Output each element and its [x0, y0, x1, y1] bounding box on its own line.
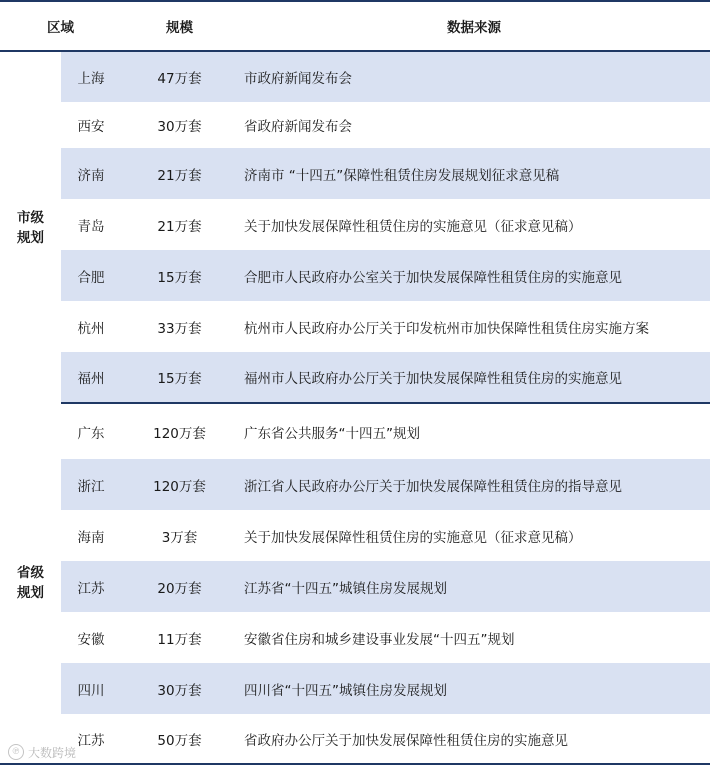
- city-cell: 西安: [61, 102, 121, 148]
- watermark-logo-icon: ℗: [8, 744, 24, 760]
- source-cell: 省政府办公厅关于加快发展保障性租赁住房的实施意见: [238, 714, 710, 764]
- table-row: [0, 352, 710, 403]
- scale-cell: 30万套: [121, 102, 238, 148]
- table-row: [0, 459, 710, 510]
- scale-cell: 15万套: [121, 352, 238, 403]
- watermark: [8, 742, 76, 762]
- source-cell: 省政府新闻发布会: [238, 102, 710, 148]
- source-cell: 杭州市人民政府办公厅关于印发杭州市加快保障性租赁住房实施方案: [238, 301, 710, 352]
- source-cell: 关于加快发展保障性租赁住房的实施意见（征求意见稿）: [238, 199, 710, 250]
- scale-cell: 11万套: [121, 612, 238, 663]
- city-cell: 安徽: [61, 612, 121, 663]
- group-label-line2: 规划: [17, 229, 44, 246]
- table-row: [0, 102, 710, 148]
- scale-cell: 30万套: [121, 663, 238, 714]
- source-cell: 浙江省人民政府办公厅关于加快发展保障性租赁住房的指导意见: [238, 459, 710, 510]
- city-cell: 浙江: [61, 459, 121, 510]
- group-label-line1: 省级: [17, 565, 44, 581]
- city-cell: 上海: [61, 51, 121, 102]
- table-row: [0, 561, 710, 612]
- city-cell: 济南: [61, 148, 121, 199]
- table-row: [0, 612, 710, 663]
- city-cell: 四川: [61, 663, 121, 714]
- scale-cell: 120万套: [121, 403, 238, 459]
- scale-cell: 33万套: [121, 301, 238, 352]
- table-row: [0, 663, 710, 714]
- table-row: [0, 510, 710, 561]
- table-row: [0, 250, 710, 301]
- scale-cell: 120万套: [121, 459, 238, 510]
- city-cell: 海南: [61, 510, 121, 561]
- city-cell: 江苏: [61, 714, 121, 764]
- source-cell: 关于加快发展保障性租赁住房的实施意见（征求意见稿）: [238, 510, 710, 561]
- city-cell: 福州: [61, 352, 121, 403]
- scale-cell: 3万套: [121, 510, 238, 561]
- header-scale: 规模: [121, 1, 238, 51]
- header-source: 数据来源: [238, 1, 710, 51]
- city-cell: 江苏: [61, 561, 121, 612]
- city-cell: 合肥: [61, 250, 121, 301]
- group-label-line2: 规划: [17, 585, 44, 601]
- scale-cell: 50万套: [121, 714, 238, 764]
- group-label-line1: 市级: [17, 209, 44, 226]
- table-row: [0, 199, 710, 250]
- source-cell: 市政府新闻发布会: [238, 51, 710, 102]
- header-region: 区域: [0, 1, 121, 51]
- source-cell: 广东省公共服务“十四五”规划: [238, 403, 710, 459]
- scale-cell: 15万套: [121, 250, 238, 301]
- table-row: [0, 403, 710, 459]
- source-cell: 江苏省“十四五”城镇住房发展规划: [238, 561, 710, 612]
- group-label-province-level: [0, 403, 61, 764]
- city-cell: 广东: [61, 403, 121, 459]
- table-header-row: [0, 1, 710, 51]
- source-cell: 安徽省住房和城乡建设事业发展“十四五”规划: [238, 612, 710, 663]
- table-row: [0, 51, 710, 102]
- table-row: [0, 148, 710, 199]
- scale-cell: 47万套: [121, 51, 238, 102]
- source-cell: 济南市 “十四五”保障性租赁住房发展规划征求意见稿: [238, 148, 710, 199]
- source-cell: 合肥市人民政府办公室关于加快发展保障性租赁住房的实施意见: [238, 250, 710, 301]
- table-row: [0, 714, 710, 764]
- source-cell: 福州市人民政府办公厅关于加快发展保障性租赁住房的实施意见: [238, 352, 710, 403]
- scale-cell: 21万套: [121, 148, 238, 199]
- source-cell: 四川省“十四五”城镇住房发展规划: [238, 663, 710, 714]
- watermark-text: 大数跨境: [28, 745, 77, 760]
- scale-cell: 20万套: [121, 561, 238, 612]
- scale-cell: 21万套: [121, 199, 238, 250]
- city-cell: 杭州: [61, 301, 121, 352]
- group-label-city-level: [0, 51, 61, 403]
- table-row: [0, 301, 710, 352]
- city-cell: 青岛: [61, 199, 121, 250]
